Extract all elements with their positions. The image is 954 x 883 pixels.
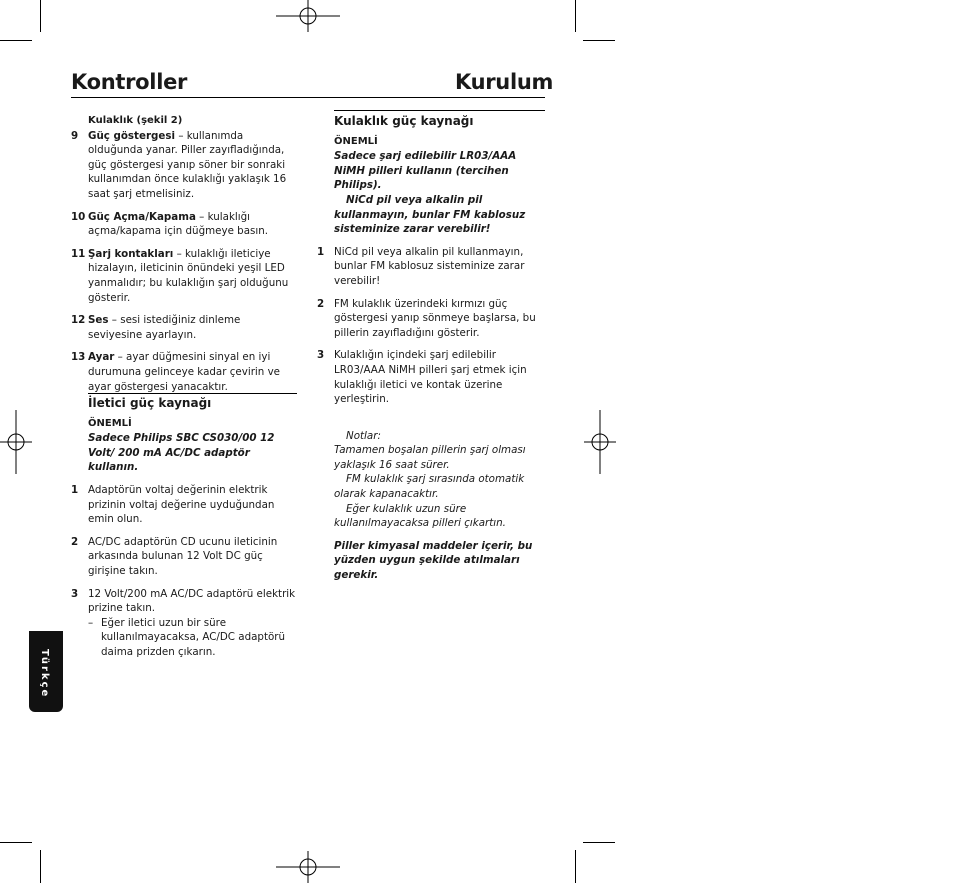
step-text: AC/DC adaptörün CD ucunu ileticinin arkasında bulunan 12 Volt DC güç girişine takın. bbox=[88, 535, 278, 577]
controls-subtitle: Kulaklık (şekil 2) bbox=[88, 115, 183, 126]
section-heading: Kulaklık güç kaynağı bbox=[334, 114, 474, 128]
crop-mark bbox=[583, 40, 615, 41]
step-number: 3 bbox=[71, 587, 79, 600]
step-item bbox=[71, 587, 297, 660]
step-item bbox=[71, 535, 297, 579]
step-number: 2 bbox=[71, 535, 79, 548]
right-column bbox=[317, 114, 545, 583]
crop-mark bbox=[0, 842, 32, 843]
important-label: ÖNEMLİ bbox=[334, 135, 378, 147]
section-rule-left bbox=[88, 393, 297, 394]
list-item bbox=[71, 247, 297, 305]
dash-note-text: Eğer iletici uzun bir süre kullanılmayacaksa, AC/DC adaptörü daima prizden çıkarın. bbox=[101, 616, 286, 658]
important-text-1: Sadece şarj edilebilir LR03/AAA NiMH pilleri kullanın (tercihen Philips). bbox=[334, 150, 517, 192]
item-term: Ses bbox=[88, 314, 109, 327]
crop-mark bbox=[0, 40, 32, 41]
step-text: 12 Volt/200 mA AC/DC adaptörü elektrik prizine takın. bbox=[88, 587, 296, 615]
item-number: 10 bbox=[71, 210, 86, 223]
item-term: Şarj kontakları bbox=[88, 247, 174, 260]
crop-mark bbox=[575, 850, 576, 883]
note-text: Eğer kulaklık uzun süre kullanılmayacaksa pilleri çıkartın. bbox=[334, 502, 506, 530]
left-column bbox=[71, 114, 297, 394]
item-text: – kullanımda olduğunda yanar. Piller zayıfladığında, güç göstergesi yanıp söner bir sonraki kullanımdan önce kulaklığı yaklaşık 16 saat şarj etmelisiniz. bbox=[88, 129, 287, 200]
dash-bullet: – bbox=[88, 616, 94, 629]
item-text: – kulaklığı ileticiye hizalayın, ileticinin önündeki yeşil LED yanmalıdır; bu kulaklığın şarj olduğunu gösterir. bbox=[88, 247, 289, 304]
crop-mark bbox=[40, 0, 41, 32]
left-power-section bbox=[71, 396, 297, 660]
step-number: 1 bbox=[317, 245, 325, 258]
note-text: Tamamen boşalan pillerin şarj olması yaklaşık 16 saat sürer. bbox=[334, 444, 526, 471]
step-text: FM kulaklık üzerindeki kırmızı güç göstergesi yanıp sönmeye başlarsa, bu pillerin zayıfladığını gösterir. bbox=[334, 297, 536, 339]
step-item bbox=[317, 245, 545, 289]
page-title-left: Kontroller bbox=[71, 70, 188, 94]
list-item bbox=[71, 313, 297, 342]
item-number: 12 bbox=[71, 314, 86, 327]
important-text: Sadece Philips SBC CS030/00 12 Volt/ 200 mA AC/DC adaptör kullanın. bbox=[88, 432, 275, 474]
important-text-2: NiCd pil veya alkalin pil kullanmayın, bunlar FM kablosuz sisteminize zarar verebilir! bbox=[334, 193, 526, 236]
item-number: 9 bbox=[71, 129, 79, 142]
item-number: 13 bbox=[71, 351, 86, 364]
note-text: FM kulaklık şarj sırasında otomatik olarak kapanacaktır. bbox=[334, 473, 525, 501]
item-term: Güç göstergesi bbox=[88, 129, 176, 142]
section-rule-right bbox=[334, 110, 545, 111]
item-term: Güç Açma/Kapama bbox=[88, 210, 196, 223]
crop-mark bbox=[575, 0, 576, 32]
crop-mark bbox=[40, 850, 41, 883]
item-number: 11 bbox=[71, 247, 86, 260]
item-text: – ayar düğmesini sinyal en iyi durumuna gelinceye kadar çevirin ve ayar göstergesi yanacaktır. bbox=[88, 351, 281, 393]
step-number: 2 bbox=[317, 297, 325, 310]
step-text: Adaptörün voltaj değerinin elektrik prizinin voltaj değerine uyduğundan emin olun. bbox=[88, 483, 275, 526]
notes-block bbox=[317, 429, 545, 531]
language-tab-label: Türkçe bbox=[39, 649, 50, 699]
registration-mark-right bbox=[584, 410, 616, 474]
step-item bbox=[71, 483, 297, 527]
header-rule bbox=[71, 97, 545, 98]
list-item bbox=[71, 350, 297, 394]
list-item bbox=[71, 210, 297, 239]
registration-mark-bottom bbox=[276, 851, 340, 883]
step-text: Kulaklığın içindeki şarj edilebilir LR03/AAA NiMH pilleri şarj etmek için kulaklığı iletici ve kontak üzerine yerleştirin. bbox=[334, 349, 527, 406]
language-tab bbox=[29, 631, 63, 712]
important-label: ÖNEMLİ bbox=[88, 417, 132, 429]
item-text: – sesi istediğiniz dinleme seviyesine ayarlayın. bbox=[88, 314, 241, 341]
step-item bbox=[317, 348, 545, 406]
list-item bbox=[71, 129, 297, 202]
crop-mark bbox=[583, 842, 615, 843]
notes-label: Notlar: bbox=[346, 429, 381, 442]
page-title-right: Kurulum bbox=[455, 70, 554, 94]
step-text: NiCd pil veya alkalin pil kullanmayın, bunlar FM kablosuz sisteminize zarar verebilir! bbox=[334, 245, 525, 287]
step-number: 1 bbox=[71, 483, 79, 496]
item-term: Ayar bbox=[88, 351, 115, 364]
registration-mark-left bbox=[0, 410, 32, 474]
item-text: – kulaklığı açma/kapama için düğmeye basın. bbox=[88, 210, 269, 238]
section-heading: İletici güç kaynağı bbox=[88, 396, 212, 410]
dash-note bbox=[88, 616, 297, 660]
step-item bbox=[317, 297, 545, 341]
registration-mark-top bbox=[276, 0, 340, 32]
warning-text: Piller kimyasal maddeler içerir, bu yüzden uygun şekilde atılmaları gerekir. bbox=[334, 539, 533, 582]
step-number: 3 bbox=[317, 349, 325, 362]
